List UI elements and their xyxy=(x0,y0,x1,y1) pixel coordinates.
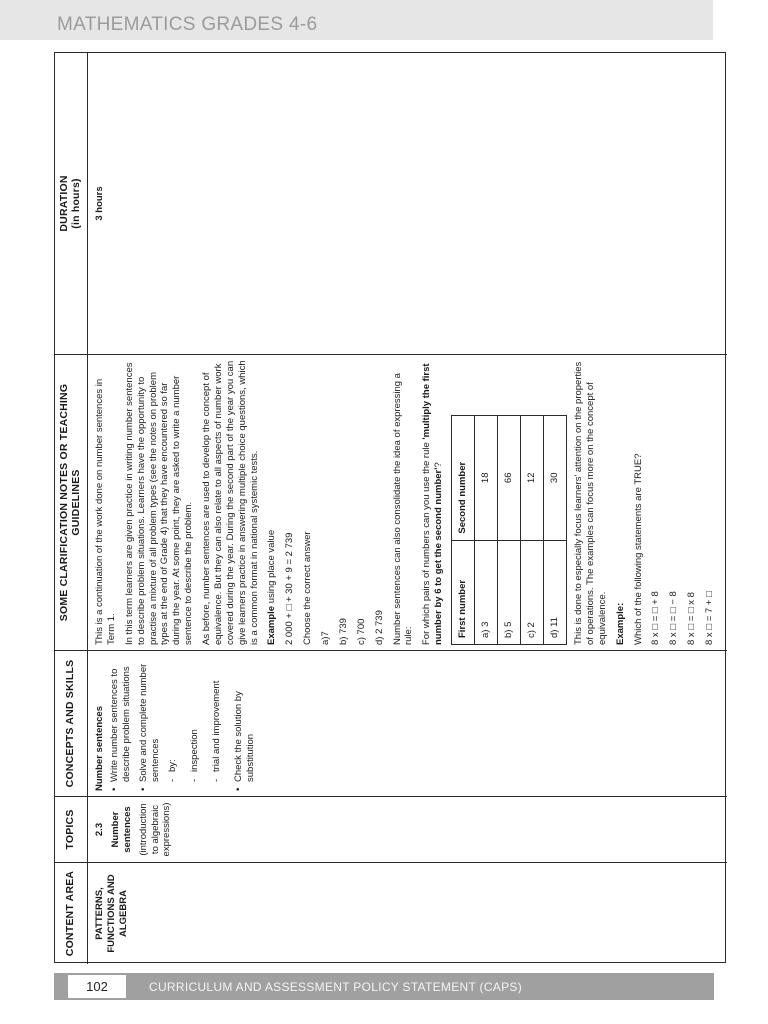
concepts-list xyxy=(109,656,257,791)
header-notes: SOME CLARIFICATION NOTES OR TEACHING GUIDELINES xyxy=(55,354,88,650)
header-topics: TOPICS xyxy=(55,796,88,862)
notes-example2: Example: xyxy=(614,602,626,645)
cell-concepts xyxy=(88,650,727,796)
table-cell: 66 xyxy=(498,416,521,541)
table-row xyxy=(544,416,567,645)
curriculum-table xyxy=(54,52,726,963)
table-header-cell: Second number xyxy=(452,416,475,541)
concept-subitem: - inspection xyxy=(189,656,201,772)
footer-text: CURRICULUM AND ASSESSMENT POLICY STATEMENT (CAPS) xyxy=(149,980,522,994)
table-cell: b) 5 xyxy=(498,540,521,644)
concept-subitem: - by: xyxy=(167,656,179,772)
concept-subitem: - trial and improvement xyxy=(211,656,223,772)
notes-statement: 8 x □ = □ + 8 xyxy=(650,591,662,645)
notes-choose: Choose the correct answer xyxy=(302,531,314,645)
content-area-text: PATTERNS, FUNCTIONS AND ALGEBRA xyxy=(94,874,129,953)
page-number: 102 xyxy=(68,975,126,998)
concept-item: • Write number sentences to describe problem situations xyxy=(109,656,133,782)
table-cell: d) 11 xyxy=(544,540,567,644)
notes-statement: 8 x □ = □ x 8 xyxy=(686,592,698,645)
cell-topics xyxy=(88,796,727,862)
concept-item-text: Solve and complete number sentences xyxy=(137,663,161,782)
notes-option: b) 739 xyxy=(337,618,349,645)
notes-paragraph: In this term learners are given practice in writing number sentences to describe problem situations. Learners have the opportunity to practise a mixture of all problem types (see the notes on problem types at the end of Grade 4) that they have encountered so far during the year. At some point, they are asked to write a number sentence to describe the problem. xyxy=(123,362,195,645)
topic-name: Number sentences xyxy=(109,806,133,853)
table-cell: c) 2 xyxy=(521,540,544,644)
table-row xyxy=(498,416,521,645)
example-label: Example xyxy=(266,605,278,645)
notes-paragraph: As before, number sentences are used to develop the concept of equivalence. But they can also relate to all aspects of number work covered during the year. During the second part of the year you can give learners practice in answering multiple choice questions, which is a common format in national systemic tests. xyxy=(201,360,260,645)
rotated-table-content xyxy=(55,53,727,964)
table-header-cell: First number xyxy=(452,540,475,644)
notes-paragraph: This is a continuation of the work done on number sentences in Term 1. xyxy=(94,378,117,645)
header-duration-unit: (in hours) xyxy=(70,178,82,229)
example-rest: using place value xyxy=(266,529,278,606)
notes-option: d) 2 739 xyxy=(373,610,385,645)
notes-statement: 8 x □ = □ − 8 xyxy=(668,591,680,645)
notes-equation: 2 000 + □ + 30 + 9 = 2 739 xyxy=(284,532,296,645)
table-cell: 12 xyxy=(521,416,544,541)
header-duration xyxy=(55,53,88,354)
rule-plain: For which pairs of numbers can you use the rule xyxy=(421,439,433,645)
table-row xyxy=(475,416,498,645)
table-cell: 18 xyxy=(475,416,498,541)
concept-item: • Check the solution by substitution xyxy=(233,656,257,782)
rule-bold: 'multiply the first number by 6 to get the second number' xyxy=(421,363,445,645)
concept-item xyxy=(138,656,223,782)
table-cell: a) 3 xyxy=(475,540,498,644)
rule-end: ? xyxy=(433,462,445,468)
topic-note: (introduction to algebraic expressions) xyxy=(137,802,173,857)
table-cell: 30 xyxy=(544,416,567,541)
header-concepts: CONCEPTS AND SKILLS xyxy=(55,650,88,796)
header-content-area: CONTENT AREA xyxy=(55,862,88,964)
cell-duration xyxy=(88,53,727,354)
header-duration-label: DURATION xyxy=(58,175,71,232)
notes-paragraph: Number sentences can also consolidate the idea of expressing a rule: xyxy=(391,373,415,645)
table-row xyxy=(521,416,544,645)
page-header-title: MATHEMATICS GRADES 4-6 xyxy=(57,14,318,35)
notes-statement: 8 x □ = 7 + □ xyxy=(704,591,715,645)
duration-value: 3 hours xyxy=(94,186,105,221)
cell-notes xyxy=(88,354,727,650)
notes-paragraph: This is done to especially focus learners' attention on the properties of operations. The examples can focus more on the concept of equivalence. xyxy=(573,361,608,645)
concept-sublist xyxy=(167,656,223,782)
notes-question: Which of the following statements are TRUE? xyxy=(632,453,644,645)
notes-option: a)7 xyxy=(320,631,331,645)
number-pairs-table xyxy=(451,415,567,645)
notes-rule-question xyxy=(421,360,445,645)
notes-example-line xyxy=(266,360,278,645)
concepts-title: Number sentences xyxy=(94,705,105,791)
table-header-row xyxy=(452,416,475,645)
topic-number: 2.3 xyxy=(94,822,105,837)
notes-option: c) 700 xyxy=(355,618,367,645)
cell-content-area xyxy=(88,862,727,964)
